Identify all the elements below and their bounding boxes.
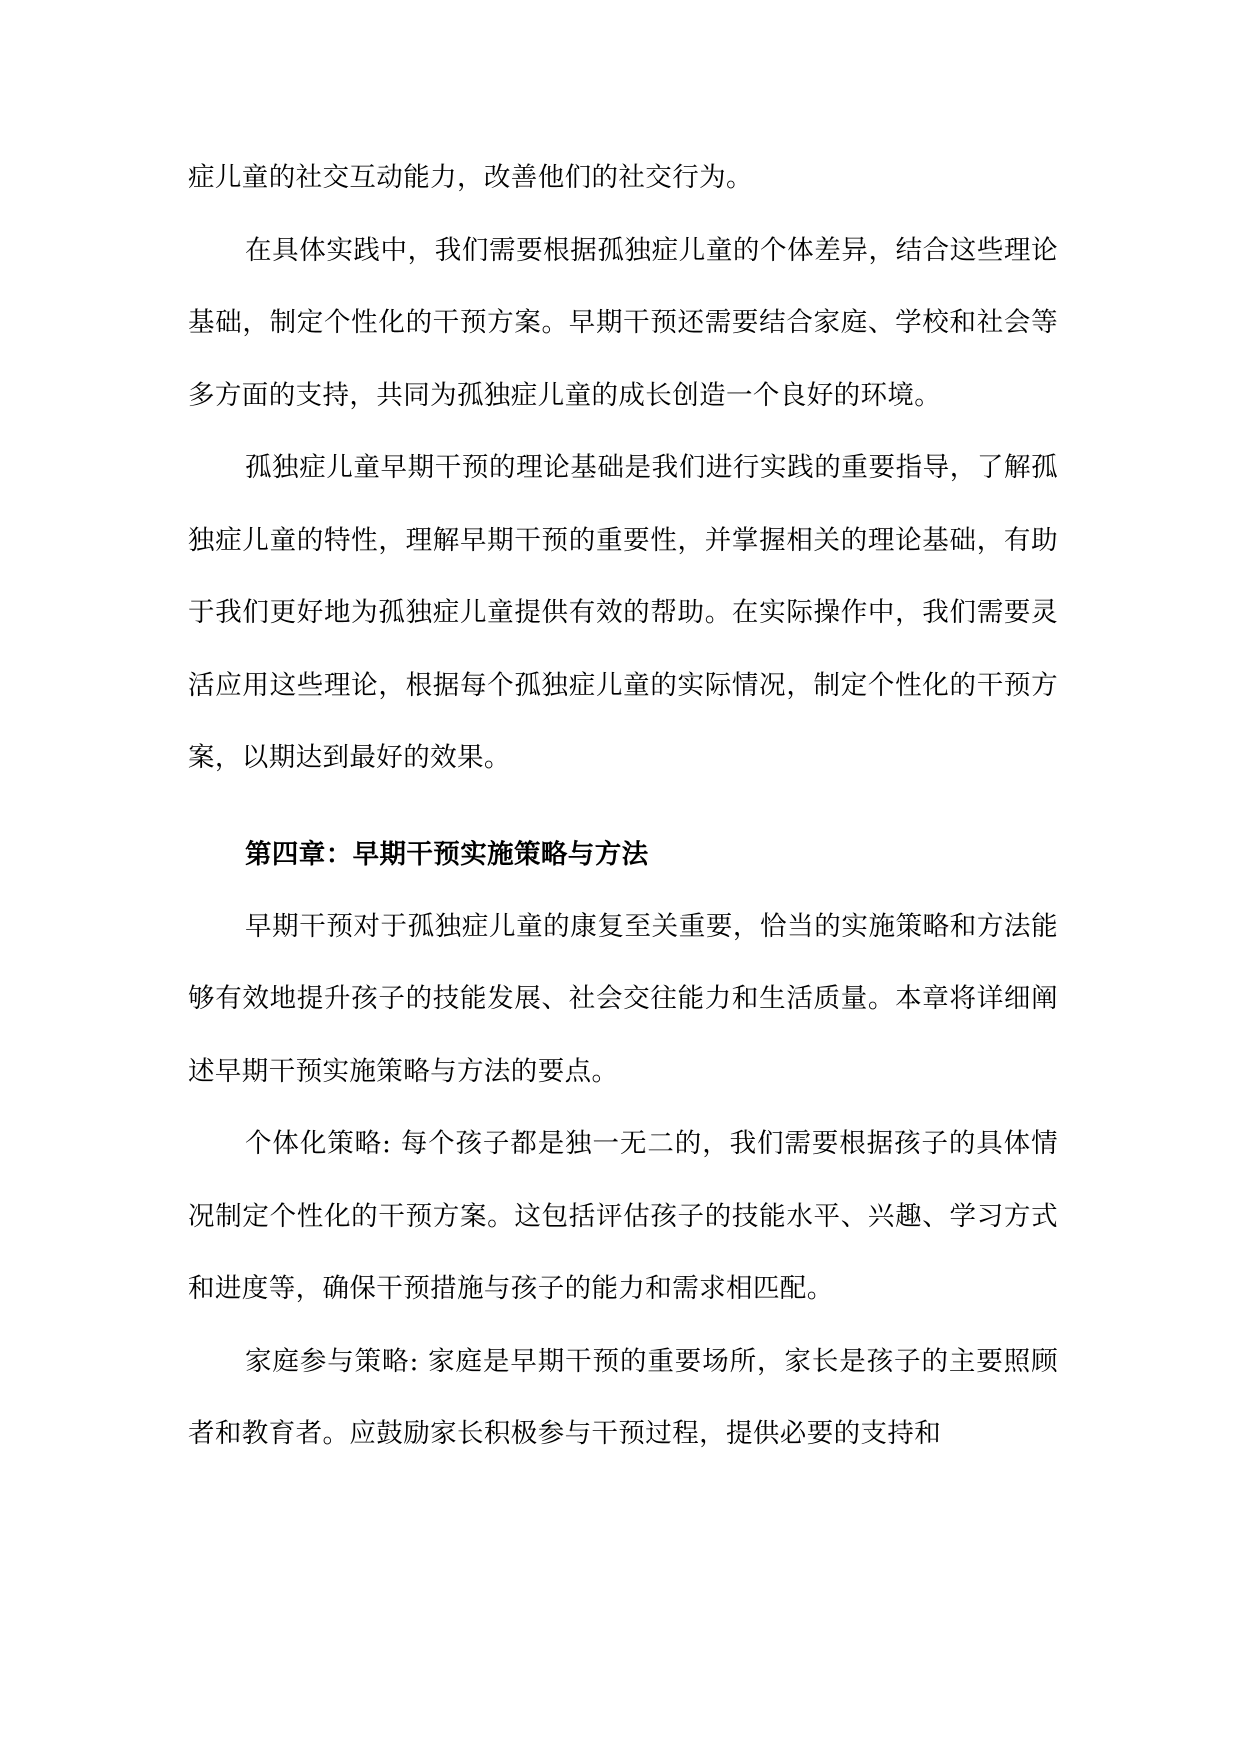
heading-spacer [188, 795, 1058, 819]
paragraph-practice: 在具体实践中，我们需要根据孤独症儿童的个体差异，结合这些理论基础，制定个性化的干预方案。早期干预还需要结合家庭、学校和社会等多方面的支持，共同为孤独症儿童的成长创造一个良好的环境。 [188, 234, 1058, 411]
chapter-heading: 第四章：早期干预实施策略与方法 [245, 838, 649, 870]
paragraph-theory-summary: 孤独症儿童早期干预的理论基础是我们进行实践的重要指导，了解孤独症儿童的特性，理解早期干预的重要性，并掌握相关的理论基础，有助于我们更好地为孤独症儿童提供有效的帮助。在实际操作中，我们需要灵活应用这些理论，根据每个孤独症儿童的实际情况，制定个性化的干预方案，以期达到最好的效果。 [188, 452, 1058, 773]
paragraph-family-strategy: 家庭参与策略: 家庭是早期干预的重要场所，家长是孩子的主要照顾者和教育者。应鼓励家长积极参与干预过程，提供必要的支持和 [188, 1345, 1058, 1449]
paragraph-continuation: 症儿童的社交互动能力，改善他们的社交行为。 [188, 162, 753, 193]
paragraph-individualized-strategy: 个体化策略: 每个孩子都是独一无二的，我们需要根据孩子的具体情况制定个性化的干预方案。这包括评估孩子的技能水平、兴趣、学习方式和进度等，确保干预措施与孩子的能力和需求相匹配。 [188, 1128, 1058, 1304]
page-body [188, 142, 1058, 1471]
paragraph-chapter-intro: 早期干预对于孤独症儿童的康复至关重要，恰当的实施策略和方法能够有效地提升孩子的技能发展、社会交往能力和生活质量。本章将详细阐述早期干预实施策略与方法的要点。 [188, 910, 1058, 1087]
